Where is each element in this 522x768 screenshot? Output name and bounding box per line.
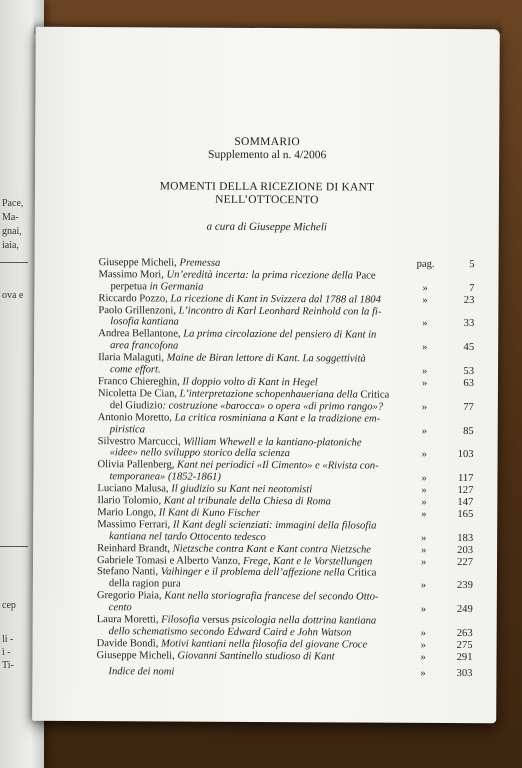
page-number: 275 <box>456 639 473 651</box>
toc-entry-line <box>110 400 383 412</box>
toc-entry-line <box>97 519 376 531</box>
page-number: 147 <box>457 497 474 509</box>
toc-entry-line <box>110 340 178 351</box>
page-number: 165 <box>457 508 474 520</box>
entry-title: Kant nella storiografia francese del secondo Otto- <box>164 590 379 603</box>
toc-entry-line <box>110 281 203 292</box>
toc-entry-line <box>97 614 377 626</box>
entry-author: Gabriele Tomasi e Alberto Vanzo, <box>96 554 244 567</box>
page-number: 85 <box>463 425 474 437</box>
entry-title: : costruzione «barocca» o opera «di primo rango»? <box>162 400 384 413</box>
toc-entry <box>96 554 474 568</box>
page-marker: » <box>421 473 427 485</box>
page-marker: pag. <box>416 258 435 270</box>
toc-entry-line <box>108 666 174 677</box>
entry-title: Kant nei periodici «Il Cimento» e «Rivista con- <box>177 459 379 472</box>
page-marker: » <box>421 544 427 556</box>
entry-title: area francofona <box>110 340 179 352</box>
entry-title: psicologia nella dottrina kantiana <box>229 614 377 627</box>
entry-title-roman: perpetua <box>110 280 150 293</box>
entry-author: Mario Longo, <box>97 507 159 519</box>
toc-entry <box>98 328 475 354</box>
entry-title: dello schematismo secondo Edward Caird e John Watson <box>108 626 352 639</box>
page-number: 249 <box>456 604 473 616</box>
page-marker: » <box>421 425 428 437</box>
left-page-rule <box>0 262 28 263</box>
entry-title: temporanea» (1852-1861) <box>109 471 222 483</box>
page-number: 5 <box>469 259 475 271</box>
entry-title: Filosofia <box>161 614 203 626</box>
toc-entry-line <box>97 555 372 567</box>
toc-entry-line <box>109 531 266 543</box>
page-number: 33 <box>463 318 475 330</box>
entry-title: La prima circolazione del pensiero di Kant in <box>183 328 377 341</box>
page-marker: » <box>422 282 428 294</box>
entry-title: Il doppio volto di Kant in Hegel <box>182 376 318 389</box>
entry-title: L’incontro di Karl Leonhard Reinhold con la fi- <box>178 305 382 318</box>
entry-author: Ilario Tolomio, <box>97 495 164 507</box>
page-marker: » <box>420 627 426 639</box>
entry-author: Gregorio Piaia, <box>96 590 165 602</box>
toc-entry <box>97 542 474 556</box>
entry-author: Massimo Ferrari, <box>97 518 173 531</box>
toc-entry <box>96 649 473 663</box>
entry-title-roman: del Giudizio <box>109 399 163 412</box>
entry-title: Il giudizio su Kant nei neotomisti <box>171 483 313 496</box>
toc-entry-line <box>110 317 179 328</box>
entry-author: Reinhard Brandt, <box>97 542 173 555</box>
page-marker: » <box>421 496 427 508</box>
toc-entry <box>96 590 473 616</box>
toc-entry <box>98 257 475 271</box>
toc-entry <box>97 483 474 497</box>
page-marker: » <box>422 294 428 306</box>
toc-entry <box>97 388 474 413</box>
toc-entry-line <box>98 412 380 424</box>
entry-title: La critica rosminiana a Kant e la tradizione em- <box>174 412 381 425</box>
toc-entry <box>96 566 473 592</box>
entry-title: Nietzsche contra Kant e Kant contra Nietzsche <box>172 543 372 556</box>
page-marker: » <box>422 318 428 330</box>
left-page-fragment: iaia, <box>2 240 19 251</box>
section-title-line1: MOMENTI DELLA RICEZIONE DI KANT <box>159 180 375 194</box>
toc-entry-line <box>110 448 290 460</box>
page-number: 127 <box>457 485 474 497</box>
left-page-fragment: gnai, <box>2 226 22 237</box>
table-of-contents <box>96 257 475 679</box>
toc-entry <box>97 507 474 520</box>
page-number: 63 <box>463 378 474 390</box>
toc-entry <box>98 352 475 378</box>
toc-entry <box>96 614 473 639</box>
left-page-fragment: li - <box>2 634 14 645</box>
entry-author: Olivia Pallenberg, <box>97 459 178 471</box>
toc-entry <box>96 637 473 651</box>
page-marker: » <box>420 639 426 651</box>
page-marker: » <box>420 556 427 568</box>
toc-entry-line <box>98 376 318 388</box>
entry-title: «idee» nello sviluppo storico della scienza <box>109 447 290 460</box>
page-number: 203 <box>457 544 474 556</box>
toc-entry <box>98 304 475 330</box>
page-number: 239 <box>456 580 473 592</box>
toc-entry <box>97 495 474 509</box>
entry-author: Ilaria Malaguti, <box>98 352 167 364</box>
entry-title: losofia kantiana <box>110 316 179 329</box>
page-number: 103 <box>457 449 474 461</box>
toc-entry-line <box>109 471 221 483</box>
toc-entry <box>97 376 474 390</box>
left-page-fragment: ì - <box>2 647 11 658</box>
entry-title: come effort. <box>109 364 161 376</box>
left-page-fragment: Pace, <box>2 198 24 209</box>
entry-author: Franco Chiereghin, <box>97 376 183 388</box>
entry-title-roman: Critica <box>360 389 390 401</box>
page-number: 7 <box>469 282 475 294</box>
entry-author: Andrea Bellantone, <box>98 328 184 340</box>
toc-entry-line <box>109 626 352 638</box>
sommario-heading: SOMMARIO <box>234 135 301 149</box>
page-marker: » <box>421 365 428 377</box>
left-page-fragment: ova e <box>2 290 24 301</box>
page-number: 45 <box>463 342 475 354</box>
toc-entry <box>96 665 473 679</box>
entry-title: Premessa <box>179 257 221 269</box>
toc-entry-line <box>98 293 381 305</box>
book-page <box>32 27 500 723</box>
page-marker: » <box>420 603 427 615</box>
page-marker: » <box>421 508 427 520</box>
entry-title: Frege, Kant e le Vorstellungen <box>242 555 373 568</box>
toc-entry-line <box>97 590 379 602</box>
toc-entry-line <box>98 352 366 364</box>
entry-title: Kant al tribunale della Chiesa di Roma <box>163 495 331 508</box>
page-number: 183 <box>457 532 474 544</box>
curator-line: a cura di Giuseppe Micheli <box>206 220 327 234</box>
toc-entry <box>97 459 474 485</box>
entry-author: Laura Moretti, <box>96 614 162 626</box>
index-label: Indice dei nomi <box>108 665 175 678</box>
toc-entry <box>97 518 474 544</box>
page-number: 227 <box>457 556 474 568</box>
entry-title: L’interpretazione schopenhaueriana della <box>179 388 361 401</box>
entry-author: Stefano Nanti, <box>96 566 161 578</box>
entry-title-roman: della ragion pura <box>108 578 181 590</box>
entry-title-roman: versus <box>202 614 230 626</box>
page-marker: » <box>420 651 426 663</box>
toc-entry-line <box>110 364 161 375</box>
toc-entry-line <box>98 269 375 281</box>
toc-entry-line <box>97 638 368 650</box>
page-marker: » <box>421 449 427 461</box>
toc-entry-line <box>97 543 371 555</box>
page-marker: » <box>422 342 428 354</box>
entry-title: in Germania <box>149 281 204 293</box>
entry-title-roman: Critica <box>347 567 377 579</box>
entry-author: Antonio Moretto, <box>97 411 175 424</box>
section-title-line2: NELL’OTTOCENTO <box>215 193 319 207</box>
page-number: 77 <box>463 401 474 413</box>
toc-entry-line <box>109 602 132 613</box>
left-page-fragment: Ti- <box>2 660 14 671</box>
entry-title: Motivi kantiani nella filosofia del giovane Croce <box>161 638 368 651</box>
toc-entry <box>97 411 474 437</box>
page-marker: » <box>420 667 426 679</box>
entry-author: Silvestro Marcucci, <box>97 435 184 448</box>
entry-author: Davide Bondì, <box>96 637 162 650</box>
toc-entry-line <box>97 567 376 579</box>
entry-title: William Whewell e la kantiano-platoniche <box>183 436 362 449</box>
page-marker: » <box>421 401 428 413</box>
supplement-line: Supplemento al n. 4/2006 <box>208 148 327 162</box>
toc-entry-line <box>98 329 376 341</box>
page-number: 53 <box>463 366 475 378</box>
entry-title: piristica <box>109 423 146 435</box>
entry-title: Giovanni Santinello studioso di Kant <box>177 650 335 663</box>
entry-author: Paolo Grillenzoni, <box>98 304 179 317</box>
entry-title: cento <box>108 602 132 614</box>
page-marker: » <box>420 580 427 592</box>
entry-title: La ricezione di Kant in Svizzera dal 1788 al 1804 <box>170 293 381 306</box>
page-number: 263 <box>456 627 473 639</box>
entry-title: Un’eredità incerta: la prima ricezione della <box>166 269 356 282</box>
page-marker: » <box>421 532 427 544</box>
toc-entry <box>97 435 474 461</box>
left-page-fragment: Ma- <box>2 212 19 223</box>
entry-author: Massimo Mori, <box>98 269 167 281</box>
entry-author: Giuseppe Micheli, <box>96 649 178 662</box>
toc-entry-line <box>110 424 145 435</box>
toc-entry-line <box>99 257 221 269</box>
entry-author: Nicoletta De Cian, <box>97 388 180 400</box>
left-page-fragment: cep <box>2 600 16 611</box>
toc-entry-line <box>109 578 181 589</box>
page-marker: » <box>421 377 428 389</box>
page-number: 291 <box>456 651 473 663</box>
toc-entry-line <box>97 495 331 507</box>
toc-entry-line <box>97 650 335 662</box>
toc-entry-line <box>97 459 378 471</box>
toc-entry <box>98 292 475 306</box>
toc-entry-line <box>98 436 362 448</box>
entry-title: Il Kant di Kuno Fischer <box>158 507 261 519</box>
entry-author: Luciano Malusa, <box>97 483 172 495</box>
left-page-rule <box>0 546 28 547</box>
page-number: 303 <box>456 667 473 679</box>
entry-title: Il Kant degli scienziati: immagini della filosofia <box>172 519 377 532</box>
toc-entry-line <box>97 507 260 519</box>
toc-entry-line <box>98 388 389 401</box>
entry-title-roman: Pace <box>355 270 376 282</box>
entry-title: Maine de Biran lettore di Kant. La soggettività <box>166 352 366 365</box>
entry-title: kantiana nel tardo Ottocento tedesco <box>109 530 266 543</box>
entry-author: Giuseppe Micheli, <box>98 257 180 269</box>
toc-entry-line <box>97 483 312 495</box>
page-marker: » <box>421 484 427 496</box>
page-number: 23 <box>463 294 475 306</box>
entry-title: Vaihinger e il problema dell’affezione nella <box>160 566 348 579</box>
page-number: 117 <box>457 473 474 485</box>
entry-author: Riccardo Pozzo, <box>98 292 171 305</box>
toc-entry-line <box>98 305 381 317</box>
